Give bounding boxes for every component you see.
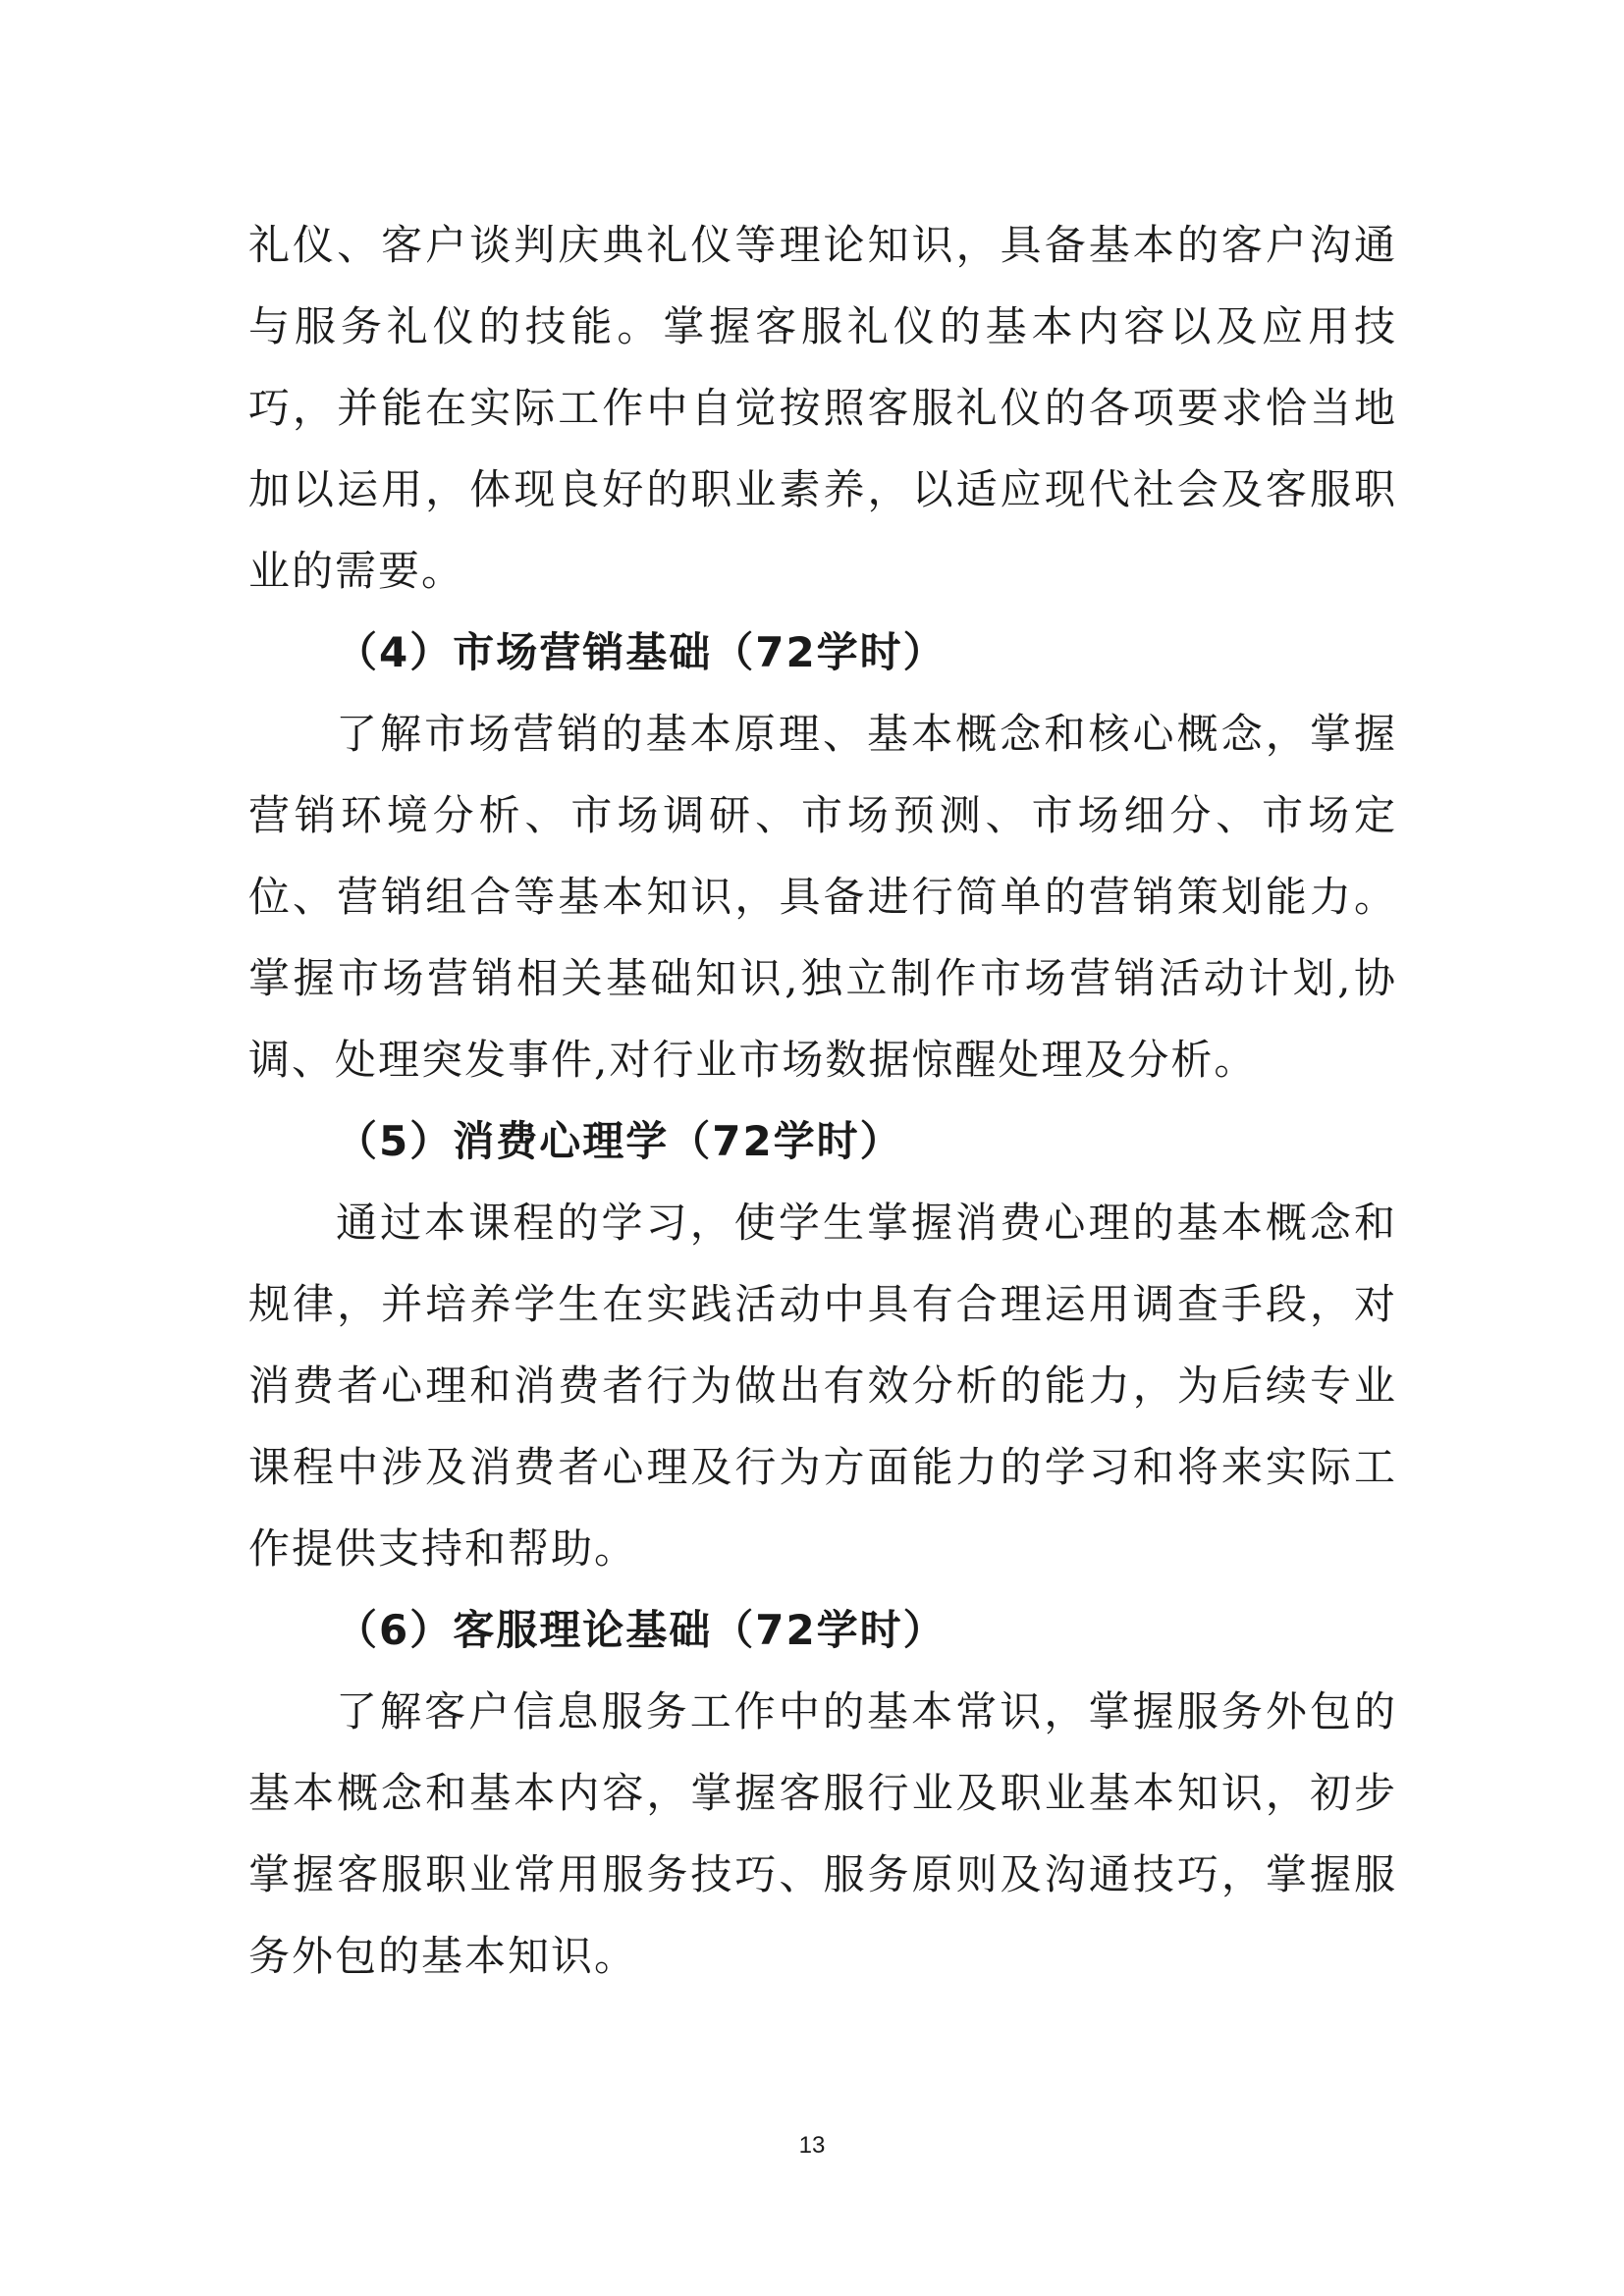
section-heading-customer-service-theory: （6）客服理论基础（72学时）: [336, 1606, 947, 1654]
section-heading-marketing: （4）市场营销基础（72学时）: [336, 628, 947, 676]
paragraph-etiquette-continued: 礼仪、客户谈判庆典礼仪等理论知识，具备基本的客户沟通与服务礼仪的技能。掌握客服礼仪的基本内容以及应用技巧，并能在实际工作中自觉按照客服礼仪的各项要求恰当地加以运用，体现良好的职业素养，以适应现代社会及客服职业的需要。: [248, 221, 1397, 595]
paragraph-consumer-psychology: 通过本课程的学习，使学生掌握消费心理的基本概念和规律，并培养学生在实践活动中具有合理运用调查手段，对消费者心理和消费者行为做出有效分析的能力，为后续专业课程中涉及消费者心理及行为方面能力的学习和将来实际工作提供支持和帮助。: [248, 1199, 1397, 1573]
paragraph-marketing: 了解市场营销的基本原理、基本概念和核心概念，掌握营销环境分析、市场调研、市场预测、市场细分、市场定位、营销组合等基本知识，具备进行简单的营销策划能力。掌握市场营销相关基础知识,独立制作市场营销活动计划,协调、处理突发事件,对行业市场数据惊醒处理及分析。: [248, 710, 1397, 1084]
paragraph-customer-service-theory: 了解客户信息服务工作中的基本常识，掌握服务外包的基本概念和基本内容，掌握客服行业及职业基本知识，初步掌握客服职业常用服务技巧、服务原则及沟通技巧，掌握服务外包的基本知识。: [248, 1687, 1397, 1980]
page-number: 13: [798, 2132, 826, 2159]
section-heading-consumer-psychology: （5）消费心理学（72学时）: [336, 1117, 903, 1165]
document-body: [248, 204, 1397, 1997]
